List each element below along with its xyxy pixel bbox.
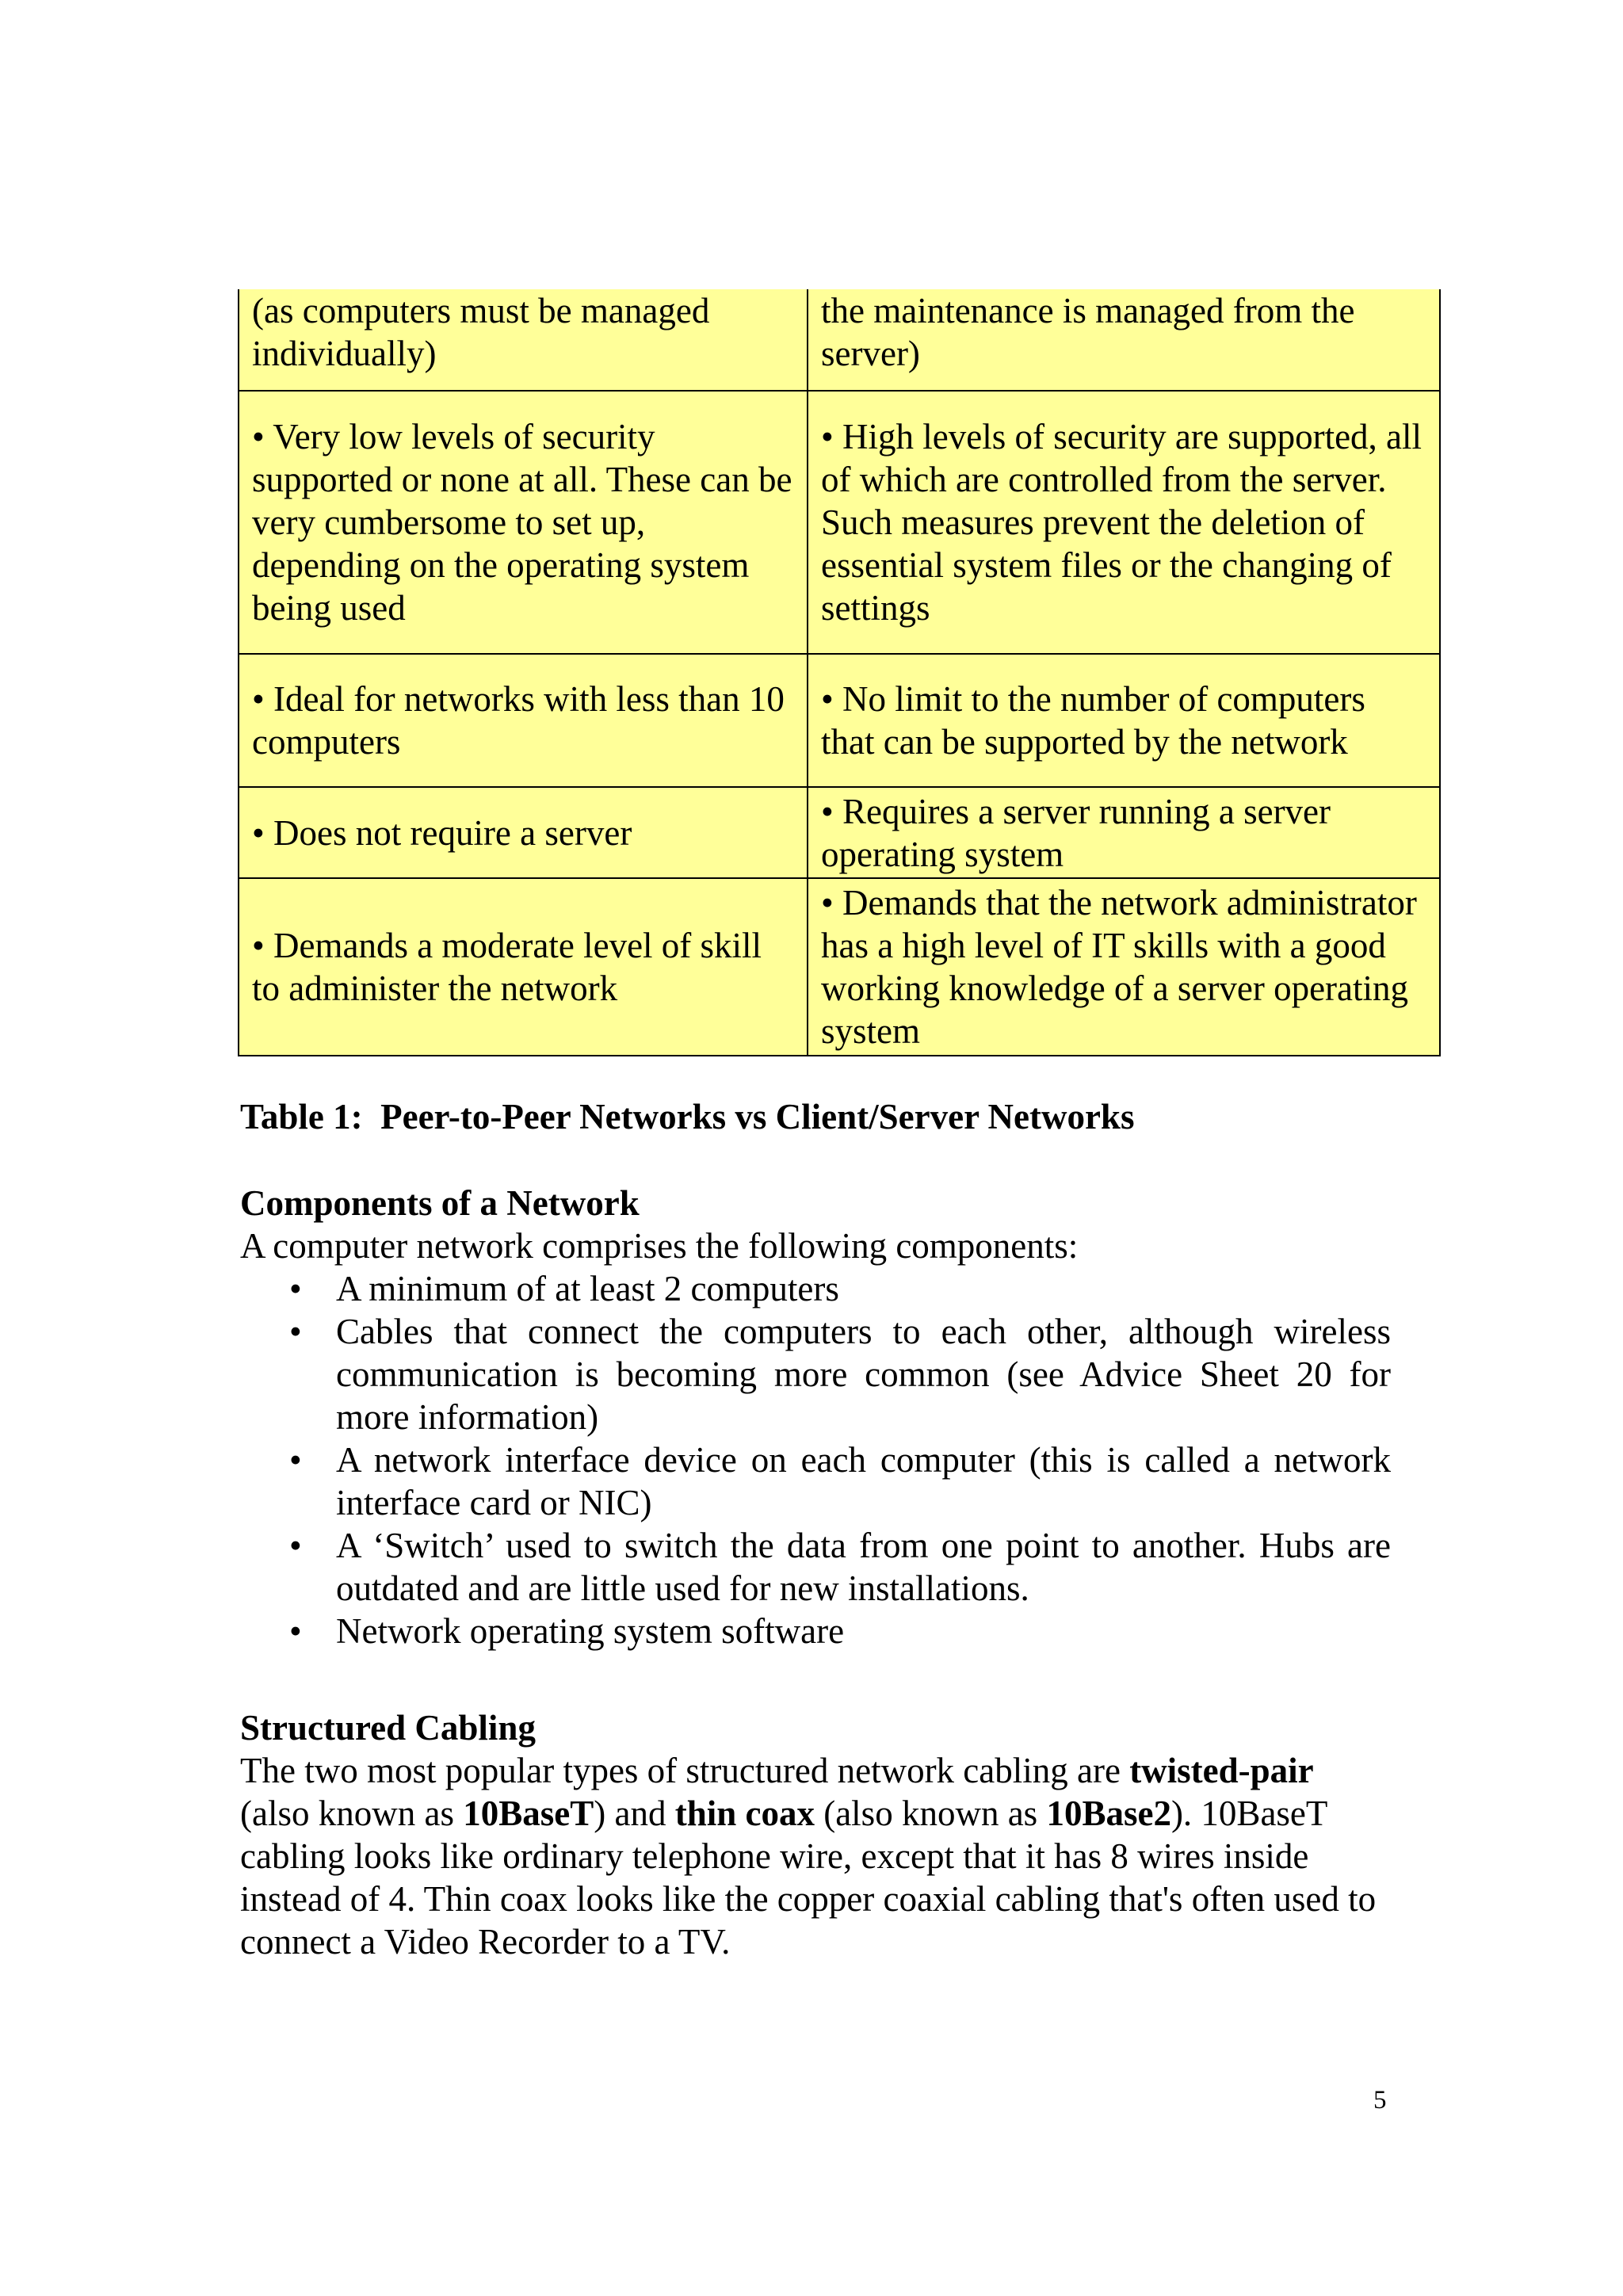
table-cell-right bbox=[808, 787, 1440, 878]
table-cell-right bbox=[808, 289, 1440, 391]
bullet-icon: • bbox=[289, 1526, 302, 1565]
bullet-icon: • bbox=[289, 1440, 302, 1480]
list-item bbox=[240, 1438, 1391, 1524]
table-cell-left bbox=[239, 391, 808, 654]
table-cell-left bbox=[239, 878, 808, 1056]
components-section bbox=[240, 1182, 1391, 1652]
list-item bbox=[240, 1267, 1391, 1310]
table-cell-right bbox=[808, 878, 1440, 1056]
cabling-term-10baset: 10BaseT bbox=[463, 1794, 594, 1833]
cabling-text: (also known as bbox=[814, 1794, 1047, 1833]
table-cell-right bbox=[808, 654, 1440, 787]
cell-text: • No limit to the number of computers that can be supported by the network bbox=[821, 679, 1365, 762]
cabling-heading: Structured Cabling bbox=[240, 1708, 536, 1748]
page-number: 5 bbox=[1373, 2086, 1387, 2115]
table-caption: Table 1: Peer-to-Peer Networks vs Client/Server Networks bbox=[240, 1097, 1135, 1137]
list-item-text: Cables that connect the computers to each other, although wireless communication is becoming more common (see Advice Sheet 20 for more information) bbox=[336, 1312, 1391, 1437]
list-item-text: A network interface device on each computer (this is called a network interface card or NIC) bbox=[336, 1440, 1391, 1522]
cabling-section bbox=[240, 1706, 1391, 1963]
table-row bbox=[239, 787, 1440, 878]
cell-text: • Very low levels of security supported or none at all. These can be very cumbersome to set up, depending on the operating system being used bbox=[252, 417, 792, 628]
list-item bbox=[240, 1524, 1391, 1610]
list-item-text: A minimum of at least 2 computers bbox=[336, 1269, 839, 1308]
cell-text: • Ideal for networks with less than 10 computers bbox=[252, 679, 785, 762]
cell-text: • Does not require a server bbox=[252, 812, 632, 853]
cabling-text: ) and bbox=[594, 1794, 675, 1833]
bullet-icon: • bbox=[289, 1611, 302, 1651]
bullet-icon: • bbox=[289, 1269, 302, 1308]
cabling-text: (also known as bbox=[240, 1794, 464, 1833]
list-item bbox=[240, 1310, 1391, 1438]
table-cell-left bbox=[239, 787, 808, 878]
list-item-text: A ‘Switch’ used to switch the data from one point to another. Hubs are outdated and are little used for new installations. bbox=[336, 1526, 1391, 1608]
cabling-term-twisted-pair: twisted-pair bbox=[1129, 1751, 1314, 1790]
cell-text: the maintenance is managed from the server) bbox=[821, 291, 1355, 373]
list-item bbox=[240, 1610, 1391, 1652]
cabling-term-thin-coax: thin coax bbox=[674, 1794, 815, 1833]
table-cell-left bbox=[239, 289, 808, 391]
list-item-text: Network operating system software bbox=[336, 1611, 845, 1651]
components-intro: A computer network comprises the following components: bbox=[240, 1226, 1079, 1266]
cabling-text: The two most popular types of structured network cabling are bbox=[240, 1751, 1130, 1790]
table-row bbox=[239, 289, 1440, 391]
cabling-paragraph bbox=[240, 1749, 1391, 1963]
cell-text: • High levels of security are supported, all of which are controlled from the server. Such measures prevent the deletion of essential system files or the changing of settings bbox=[821, 417, 1423, 628]
cell-text: • Demands that the network administrator has a high level of IT skills with a good working knowledge of a server operating system bbox=[821, 883, 1417, 1051]
table-cell-right bbox=[808, 391, 1440, 654]
bullet-icon: • bbox=[289, 1312, 302, 1351]
table-row bbox=[239, 654, 1440, 787]
components-list bbox=[240, 1267, 1391, 1652]
components-heading: Components of a Network bbox=[240, 1183, 640, 1223]
cell-text: • Requires a server running a server operating system bbox=[821, 791, 1331, 874]
table-row bbox=[239, 878, 1440, 1056]
cabling-term-10base2: 10Base2 bbox=[1046, 1794, 1171, 1833]
table-row bbox=[239, 391, 1440, 654]
table-cell-left bbox=[239, 654, 808, 787]
cell-text: • Demands a moderate level of skill to administer the network bbox=[252, 926, 762, 1008]
comparison-table bbox=[238, 289, 1441, 1056]
cabling-text: ). 10BaseT cabling looks like ordinary telephone wire, except that it has 8 wires inside instead of 4. Thin coax looks like the copper coaxial cabling that's often used to connect a Video Recorder to a TV. bbox=[240, 1794, 1377, 1962]
cell-text: (as computers must be managed individually) bbox=[252, 291, 710, 373]
